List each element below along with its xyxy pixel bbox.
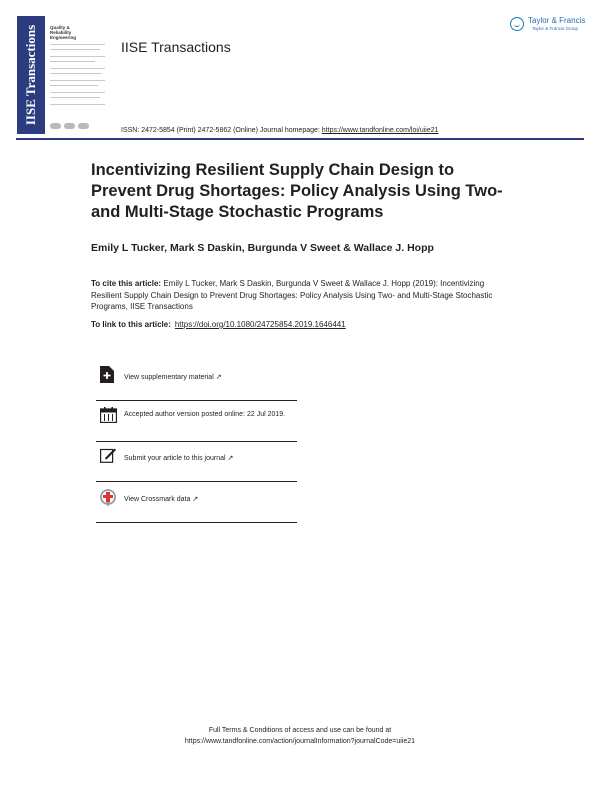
option-label-text: View supplementary material — [124, 374, 214, 381]
cover-logo — [78, 123, 89, 129]
publisher-logo-mark — [514, 22, 520, 27]
publisher-subname: Taylor & Francis Group — [532, 26, 579, 31]
crossmark-icon — [100, 489, 116, 513]
document-plus-icon — [100, 366, 114, 388]
option-divider — [96, 481, 297, 482]
edit-icon — [100, 447, 117, 468]
article-link-label: To link to this article: — [91, 320, 171, 329]
accepted-version-label: Accepted author version posted online: 22 Jul 2019. — [124, 411, 286, 418]
submit-article-link[interactable] — [96, 443, 297, 479]
cover-text-line — [50, 61, 95, 62]
external-link-icon: ↗ — [192, 496, 199, 503]
cover-text-line — [50, 44, 105, 45]
cover-spine-title: IISE Transactions — [23, 24, 38, 126]
issn-line — [121, 127, 439, 134]
header-divider — [16, 138, 584, 140]
external-link-icon: ↗ — [215, 374, 222, 381]
article-title: Incentivizing Resilient Supply Chain Design to Prevent Drug Shortages: Policy Analysis Using Two- and Multi-Stage Stochastic Programs — [91, 161, 503, 221]
journal-cover-thumbnail — [17, 16, 112, 134]
crossmark-label — [124, 495, 299, 505]
journal-homepage-link[interactable]: https://www.tandfonline.com/loi/uiie21 — [321, 127, 439, 134]
citation-label: To cite this article: — [91, 279, 162, 288]
option-label-text: View Crossmark data — [124, 496, 191, 503]
submit-article-label — [124, 454, 299, 464]
crossmark-link[interactable] — [96, 484, 297, 520]
cover-text-line — [50, 49, 100, 50]
option-label-text: Submit your article to this journal — [124, 455, 226, 462]
footer-terms-link[interactable]: https://www.tandfonline.com/action/journalInformation?journalCode=uiie21 — [184, 738, 416, 745]
citation-text: Emily L Tucker, Mark S Daskin, Burgunda V Sweet & Wallace J. Hopp (2019): Incentivizing Resilient Supply Chain Design to Prevent Drug Shortages: Policy Analysis Using Two- and Multi-Stage Stochastic Programs, IISE Transactions — [91, 279, 493, 311]
cover-text-line — [50, 97, 100, 98]
footer-line-1: Full Terms & Conditions of access and use can be found at — [208, 727, 392, 734]
cover-logo — [50, 123, 61, 129]
option-divider — [96, 441, 297, 442]
cover-text-line — [50, 56, 105, 57]
calendar-icon — [100, 407, 117, 428]
article-link-line — [91, 320, 346, 329]
footer-terms — [0, 725, 600, 747]
journal-name: IISE Transactions — [121, 39, 231, 55]
article-authors: Emily L Tucker, Mark S Daskin, Burgunda V Sweet & Wallace J. Hopp — [91, 242, 434, 254]
publisher-logo[interactable] — [510, 16, 588, 36]
cover-text-line — [50, 92, 105, 93]
cover-spine — [17, 16, 45, 134]
article-doi-link[interactable]: https://doi.org/10.1080/24725854.2019.1646441 — [174, 320, 346, 329]
publisher-name: Taylor & Francis — [528, 16, 586, 25]
citation-block — [91, 278, 511, 313]
option-divider — [96, 400, 297, 401]
option-divider — [96, 522, 297, 523]
cover-text-line — [50, 104, 105, 105]
cover-text-line — [50, 73, 102, 74]
publisher-logo-icon — [510, 17, 524, 31]
external-link-icon: ↗ — [227, 455, 234, 462]
supplementary-material-link[interactable] — [96, 362, 297, 398]
cover-logo — [64, 123, 75, 129]
cover-text-line — [50, 80, 105, 81]
cover-text-line — [50, 85, 98, 86]
cover-title: Quality & Reliability Engineering — [50, 25, 77, 40]
supplementary-material-label — [124, 373, 299, 383]
cover-text-line — [50, 68, 105, 69]
accepted-version-info — [96, 403, 297, 439]
issn-text: ISSN: 2472-5854 (Print) 2472-5862 (Online) Journal homepage: — [121, 127, 322, 134]
